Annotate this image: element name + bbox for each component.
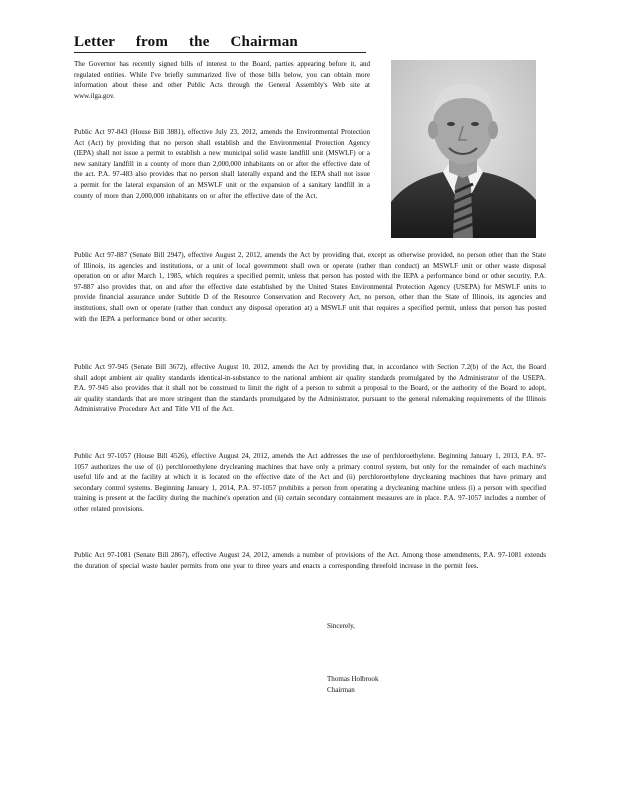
public-act-97-1057-paragraph: Public Act 97-1057 (House Bill 4526), effective August 24, 2012, amends the Act addresses the use of perchloroethylene. Beginning January 1, 2013, P.A. 97-1057 authorizes the use of (i) perchloroethylene drycleaning machines that have only a primary control system, but only for the remainder of each machine's useful life and at the facility at which it is located on the effective date of the Act and (ii) perchloroethylene drycleaning machines that have primary and secondary control systems. Beginning January 1, 2014, P.A. 97-1057 prohibits a person from operating a drycleaning machine unless (i) a person with specified training is present at the facility during the machine's operation and (ii) certain secondary containment measures are in place. P.A. 97-1057 includes a number of other related provisions. [74, 452, 546, 513]
chairman-photo [391, 60, 536, 238]
public-act-97-843-paragraph: Public Act 97-843 (House Bill 3881), effective July 23, 2012, amends the Environmental Protection Act (Act) by providing that no person shall establish and the Environmental Protection Agency (IEPA) shall not issue a permit to establish a new municipal solid waste landfill unit (MSWLF) or a new sanitary landfill in a county of more than 2,000,000 inhabitants on or after the effective date of the act. P.A. 97-483 also provides that no person shall laterally expand and the IEPA shall not issue a permit for the lateral expansion of an MSWLF unit or the expansion of a sanitary landfill in a county of more than 2,000,000 inhabitants on or after the effective date of the Act. [74, 128, 370, 200]
public-act-97-1081-paragraph: Public Act 97-1081 (Senate Bill 2867), effective August 24, 2012, amends a number of provisions of the Act. Among those amendments, P.A. 97-1081 extends the duration of special waste hauler permits from one year to three years and enacts a corresponding threefold increase in the permit fees. [74, 551, 546, 570]
public-act-97-945-paragraph: Public Act 97-945 (Senate Bill 3672), effective August 10, 2012, amends the Act by providing that, in accordance with Section 7.2(b) of the Act, the Board shall adopt ambient air quality standards identical-in-substance to the national ambient air quality standards promulgated by the Administrator of the USEPA. P.A. 97-945 also provides that it shall not be construed to limit the right of a person to submit a proposal to the Board, or the authority of the Board to adopt, air quality standards that are more stringent than the standards promulgated by the Administrator, pursuant to the general rulemaking requirements of the Illinois Administrative Procedure Act and Title VII of the Act. [74, 363, 546, 414]
signer-role: Chairman [327, 685, 355, 694]
signer-name: Thomas Holbrook [327, 675, 379, 683]
signature-block [327, 674, 378, 695]
closing-text: Sincerely, [327, 622, 355, 630]
public-act-97-887-paragraph: Public Act 97-887 (Senate Bill 2947), effective August 2, 2012, amends the Act by providing that, except as otherwise provided, no person other than the State of Illinois, its agencies and institutions, or a unit of local government shall own or operate (rather than conduct) an MSWLF unit or other waste disposal operation on or after March 1, 1985, which requires a specified permit, unless that person has posted with the IEPA a performance bond or other security. P.A. 97-887 also provides that, on and after the effective date established by the United States Environmental Protection Agency (USEPA) for MSWLF units to provide financial assurance under Subtitle D of the Resource Conservation and Recovery Act, no person, other than the State of Illinois, its agencies and institutions, shall own or operate (rather than conduct any disposal operation at) a MSWLF unit that requires a specified permit, unless that person has posted with the IEPA a performance bond or other security. [74, 251, 546, 323]
intro-paragraph: The Governor has recently signed bills of interest to the Board, parties appearing before it, and regulated entities. While I've briefly summarized five of those bills below, you can obtain more information about these and other Public Acts through the General Assembly's Web site at www.ilga.gov. [74, 60, 370, 100]
chairman-portrait-image [391, 60, 536, 238]
letter-title: Letter from the Chairman [74, 33, 366, 53]
